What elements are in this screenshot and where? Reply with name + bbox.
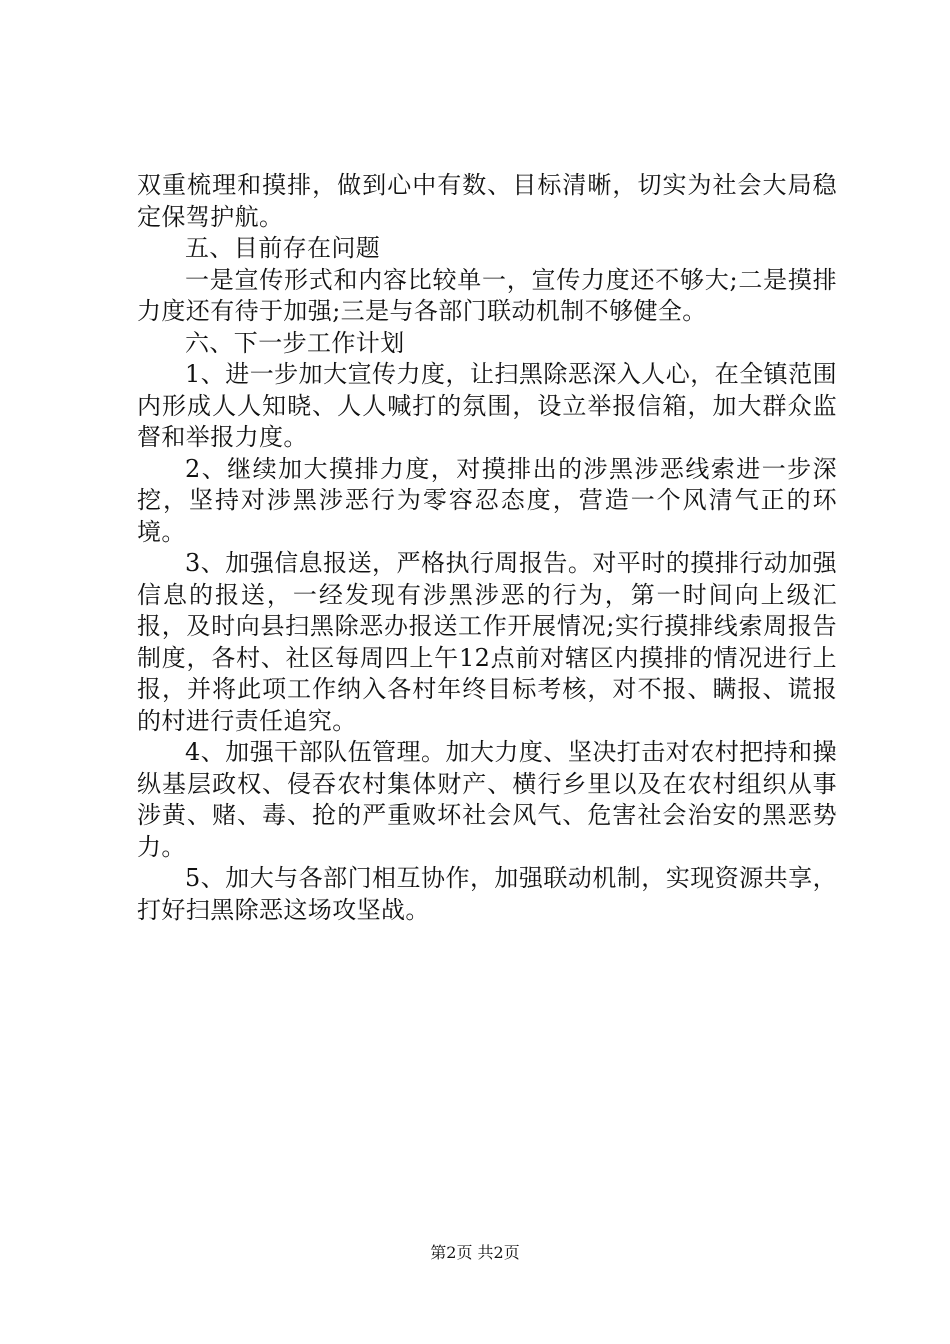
paragraph-continuation: 双重梳理和摸排，做到心中有数、目标清晰，切实为社会大局稳定保驾护航。 [137,171,837,231]
paragraph-problems: 一是宣传形式和内容比较单一，宣传力度还不够大;二是摸排力度还有待于加强;三是与各部门联动机制不够健全。 [137,265,837,325]
paragraph-plan-5: 5、加大与各部门相互协作，加强联动机制，实现资源共享，打好扫黑除恶这场攻坚战。 [137,864,837,924]
paragraph-plan-1: 1、进一步加大宣传力度，让扫黑除恶深入人心，在全镇范围内形成人人知晓、人人喊打的氛围，设立举报信箱，加大群众监督和举报力度。 [137,360,837,451]
paragraph-plan-3: 3、加强信息报送，严格执行周报告。对平时的摸排行动加强信息的报送，一经发现有涉黑涉恶的行为，第一时间向上级汇报，及时向县扫黑除恶办报送工作开展情况;实行摸排线索周报告制度，各村、社区每周四上午12点前对辖区内摸排的情况进行上报，并将此项工作纳入各村年终目标考核，对不报、瞒报、谎报的村进行责任追究。 [137,549,837,735]
page-number-label: 第2页 共2页 [430,1243,520,1262]
page-footer [0,1243,950,1263]
document-body [137,170,837,926]
section-heading-6: 六、下一步工作计划 [185,328,405,357]
paragraph-plan-2: 2、继续加大摸排力度，对摸排出的涉黑涉恶线索进一步深挖，坚持对涉黑涉恶行为零容忍态度，营造一个风清气正的环境。 [137,454,837,546]
paragraph-plan-4: 4、加强干部队伍管理。加大力度、坚决打击对农村把持和操纵基层政权、侵吞农村集体财产、横行乡里以及在农村组织从事涉黄、赌、毒、抢的严重败坏社会风气、危害社会治安的黑恶势力。 [137,738,837,861]
section-heading-5: 五、目前存在问题 [185,234,381,262]
